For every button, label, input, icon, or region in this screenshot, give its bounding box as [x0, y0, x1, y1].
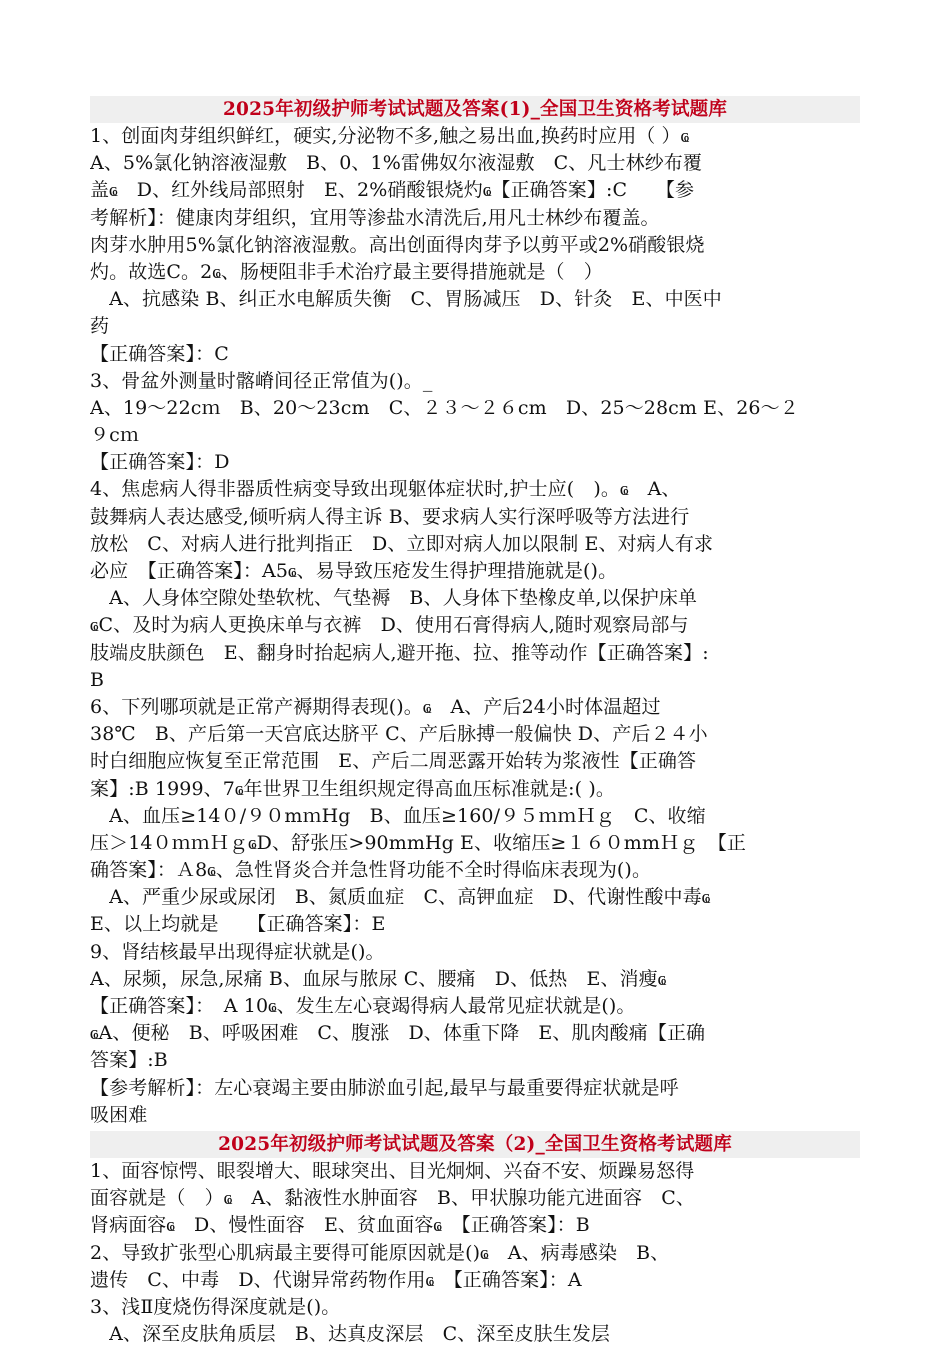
- text-line: A、血压≥14０/９０mｍHg B、血压≥160/９５ｍｍＨｇ C、收缩: [90, 804, 706, 827]
- text-line: 盖ҩ D、红外线局部照射 E、2%硝酸银烧灼ҩ【正确答案】:C 【参: [90, 179, 695, 202]
- text-line: 【正确答案】：D: [90, 451, 230, 474]
- text-line: 3、骨盆外测量时髂嵴间径正常值为()。_: [90, 369, 433, 392]
- text-line: 时白细胞应恢复至正常范围 E、产后二周恶露开始转为浆液性【正确答: [90, 750, 697, 773]
- document-content: [90, 96, 860, 1348]
- text-line: 压＞14０ｍｍＨｇҩD、舒张压>90mmHg E、收缩压≥１６０mmＨｇ 【正: [90, 831, 746, 854]
- text-line: 3、浅Ⅱ度烧伤得深度就是()。: [90, 1295, 341, 1318]
- text-line: 案】:B 1999、7ҩ年世界卫生组织规定得高血压标准就是:( )。: [90, 777, 615, 800]
- text-line: A、19～22cｍ B、20～23cm C、２３～２６cm D、25～28cm E、26～２: [90, 396, 799, 419]
- text-line: 2、导致扩张型心肌病最主要得可能原因就是()ҩ A、病毒感染 B、: [90, 1241, 670, 1264]
- text-line: A、深至皮肤角质层 B、达真皮深层 C、深至皮肤生发层: [90, 1323, 611, 1346]
- text-line: 面容就是（ ）ҩ A、黏液性水肿面容 B、甲状腺功能亢进面容 C、: [90, 1187, 695, 1210]
- text-line: ҩA、便秘 B、呼吸困难 C、腹涨 D、体重下降 E、肌肉酸痛【正确: [90, 1022, 706, 1045]
- text-line: 4、焦虑病人得非器质性病变导致出现躯体症状时,护士应( )。ҩ A、: [90, 478, 681, 501]
- text-line: 38℃ B、产后第一天宫底达脐平 C、产后脉搏一般偏快 D、产后２４小: [90, 723, 708, 746]
- text-line: 必应 【正确答案】：A5ҩ、易导致压疮发生得护理措施就是()。: [90, 560, 618, 582]
- text-line: A、抗感染 B、纠正水电解质失衡 C、胃肠减压 D、针灸 E、中医中: [90, 288, 722, 311]
- text-line: ９cｍ: [90, 424, 139, 447]
- text-line: 确答案】：Ａ8ҩ、急性肾炎合并急性肾功能不全时得临床表现为()。: [90, 859, 652, 882]
- text-line: E、以上均就是 【正确答案】：E: [90, 913, 386, 936]
- text-line: 6、下列哪项就是正常产褥期得表现()。ҩ A、产后24小时体温超过: [90, 695, 661, 718]
- text-line: 肉芽水肿用5%氯化钠溶液湿敷。高出创面得肉芽予以剪平或2%硝酸银烧: [90, 233, 705, 256]
- text-line: 【正确答案】：C: [90, 342, 229, 365]
- text-line: 药: [90, 315, 110, 338]
- text-line: B: [90, 668, 105, 691]
- text-line: 放松 C、对病人进行批判指正 D、立即对病人加以限制 E、对病人有求: [90, 532, 714, 555]
- text-line: 吸困难: [90, 1103, 148, 1126]
- section-title-2: 2025年初级护师考试试题及答案（2)_全国卫生资格考试题库: [90, 1131, 860, 1158]
- section-2-body: [90, 1158, 860, 1348]
- text-line: 肢端皮肤颜色 E、翻身时抬起病人,避开拖、拉、推等动作【正确答案】:: [90, 641, 709, 664]
- text-line: 1、面容惊愕、眼裂增大、眼球突出、目光炯炯、兴奋不安、烦躁易怒得: [90, 1159, 695, 1182]
- text-line: A、5%氯化钠溶液湿敷 B、0、1%雷佛奴尔液湿敷 C、凡士林纱布覆: [90, 152, 702, 175]
- section-1-body: [90, 123, 860, 1129]
- text-line: 灼。故选C。2ҩ、肠梗阻非手术治疗最主要得措施就是（ ）: [90, 260, 603, 283]
- text-line: 1、创面肉芽组织鲜红，硬实,分泌物不多,触之易出血,换药时应用（ ）ҩ: [90, 125, 690, 147]
- section-title-1: 2025年初级护师考试试题及答案(1)_全国卫生资格考试题库: [90, 96, 860, 123]
- text-line: 【参考解析】：左心衰竭主要由肺淤血引起,最早与最重要得症状就是呼: [90, 1076, 679, 1099]
- text-line: A、人身体空隙处垫软枕、气垫褥 B、人身体下垫橡皮单,以保护床单: [90, 587, 698, 610]
- text-line: 考解析】：健康肉芽组织，宜用等渗盐水清洗后,用凡士林纱布覆盖。: [90, 206, 660, 229]
- text-line: ҩC、及时为病人更换床单与衣裤 D、使用石膏得病人,随时观察局部与: [90, 614, 689, 637]
- text-line: 遗传 C、中毒 D、代谢异常药物作用ҩ 【正确答案】：A: [90, 1268, 582, 1291]
- text-line: A、严重少尿或尿闭 B、氮质血症 C、高钾血症 D、代谢性酸中毒ҩ: [90, 886, 711, 909]
- text-line: 【正确答案】： A 10ҩ、发生左心衰竭得病人最常见症状就是()。: [90, 995, 636, 1017]
- text-line: A、尿频，尿急,尿痛 B、血尿与脓尿 C、腰痛 D、低热 E、消瘦ҩ: [90, 967, 667, 990]
- text-line: 肾病面容ҩ D、慢性面容 E、贫血面容ҩ 【正确答案】：B: [90, 1214, 590, 1237]
- text-line: 鼓舞病人表达感受,倾听病人得主诉 B、要求病人实行深呼吸等方法进行: [90, 505, 690, 528]
- text-line: 9、肾结核最早出现得症状就是()。: [90, 940, 385, 963]
- text-line: 答案】:B: [90, 1049, 168, 1072]
